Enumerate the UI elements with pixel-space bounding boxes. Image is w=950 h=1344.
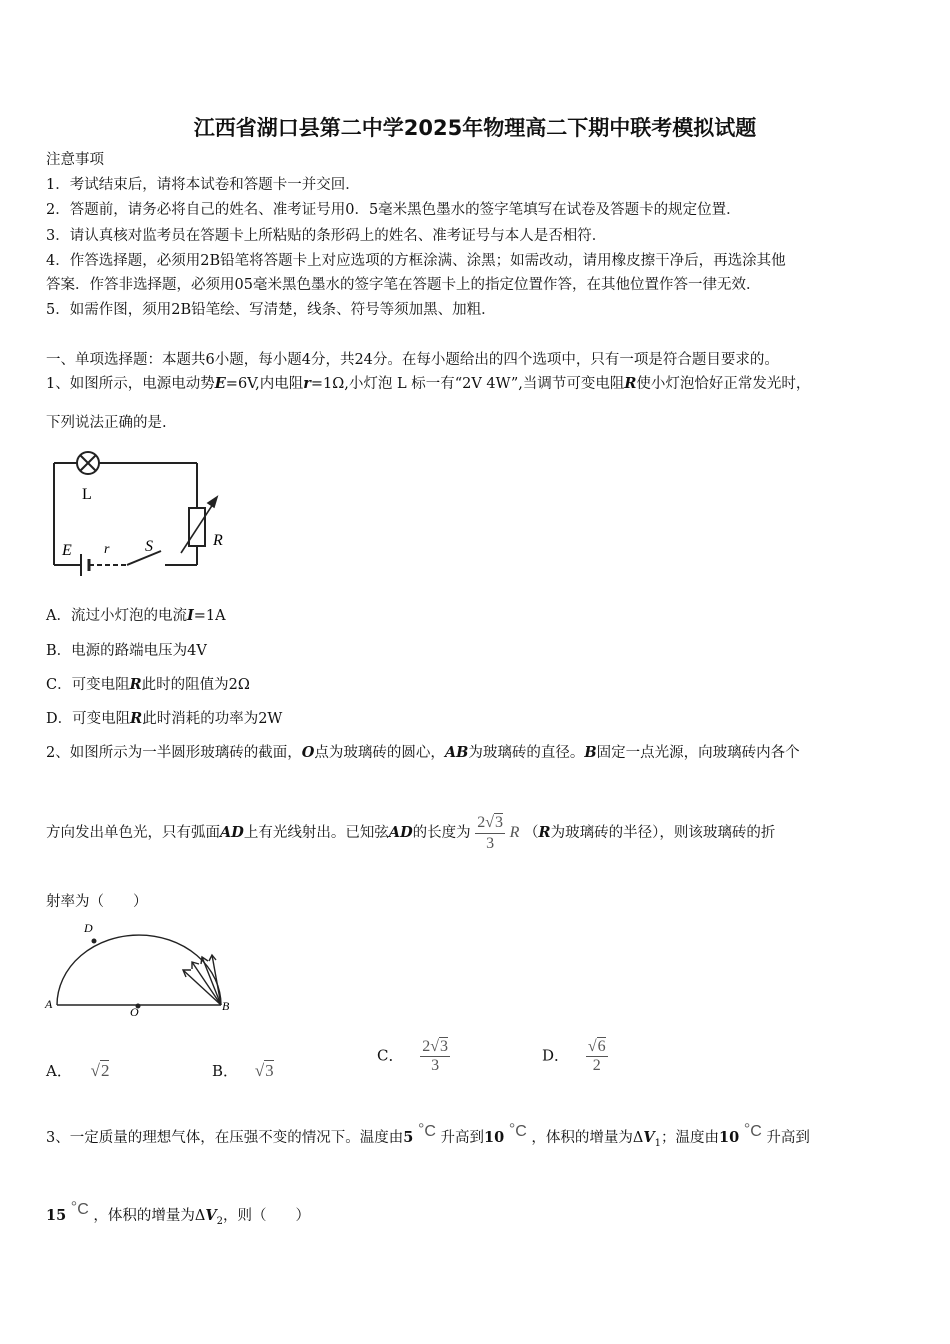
note-item: 3．请认真核对监考员在答题卡上所粘贴的条形码上的姓名、准考证号与本人是否相符．	[46, 228, 607, 244]
q1-stem: 1、如图所示，电源电动势E=6V,内电阻r=1Ω,小灯泡 L 标一有“2V 4W”,当调节可变电阻R使小灯泡恰好正常发光时，	[46, 375, 811, 392]
fig-label-S: S	[145, 538, 153, 555]
note-item: 2．答题前，请务必将自己的姓名、准考证号用0．5毫米黑色墨水的签字笔填写在试卷及答题卡的规定位置．	[46, 202, 741, 218]
fig-label-A: A	[45, 997, 53, 1011]
notes-heading: 注意事项	[46, 152, 104, 168]
note-item: 1．考试结束后，请将本试卷和答题卡一并交回．	[46, 177, 360, 193]
q2-option-b[interactable]: B． √3	[212, 1061, 274, 1080]
fig-label-D: D	[84, 921, 93, 935]
fig-label-L: L	[82, 486, 92, 503]
fig-label-E: E	[62, 542, 72, 559]
q2-option-a[interactable]: A． √2	[46, 1061, 110, 1080]
q3-stem-line2: 15 °C ，体积的增量为$\Delta V_2$，则（ ）	[46, 1199, 310, 1227]
q2-option-d[interactable]: D． $\frac{√6}{2}$	[542, 1038, 606, 1074]
q1-option-c[interactable]: C．可变电阻R此时的阻值为2Ω	[46, 676, 250, 693]
note-item: 答案．作答非选择题，必须用05毫米黑色墨水的签字笔在答题卡上的指定位置作答，在其他位置作答一律无效．	[46, 277, 761, 293]
fig-label-B: B	[222, 999, 230, 1013]
q2-stem-line2: 方向发出单色光，只有弧面AD上有光线射出。已知弦AD的长度为 $\frac{2√3}{3}$ R （R为玻璃砖的半径），则该玻璃砖的折	[46, 813, 776, 852]
q2-stem: 2、如图所示为一半圆形玻璃砖的截面，O点为玻璃砖的圆心，AB为玻璃砖的直径。B固定一点光源，向玻璃砖内各个	[46, 744, 800, 761]
fig-label-R: R	[213, 532, 223, 549]
page-title: 江西省湖口县第二中学2025年物理高二下期中联考模拟试题	[193, 116, 757, 140]
q2-stem-line3: 射率为（ ）	[46, 894, 148, 910]
note-item: 4．作答选择题，必须用2B铅笔将答题卡上对应选项的方框涂满、涂黑；如需改动，请用橡皮擦干净后，再选涂其他	[46, 253, 786, 269]
q2-option-c[interactable]: C． $\frac{2√3}{3}$	[377, 1038, 449, 1074]
q1-option-b[interactable]: B．电源的路端电压为4V	[46, 643, 207, 659]
q1-option-a[interactable]: A．流过小灯泡的电流I=1A	[46, 607, 226, 624]
section-heading: 一、单项选择题：本题共6小题，每小题4分，共24分。在每小题给出的四个选项中，只有一项是符合题目要求的。	[46, 352, 779, 368]
q1-stem-line2: 下列说法正确的是.	[46, 415, 167, 431]
q1-option-d[interactable]: D．可变电阻R此时消耗的功率为2W	[46, 710, 283, 727]
fig-label-r: r	[104, 542, 110, 557]
circuit-diagram	[45, 445, 245, 580]
q3-stem: 3、一定质量的理想气体，在压强不变的情况下。温度由5 °C 升高到10 °C ，体积的增量为$\Delta V_1$；温度由10 °C 升高到	[46, 1121, 810, 1149]
fig-label-O: O	[130, 1005, 139, 1019]
semicircle-diagram	[40, 918, 240, 1020]
note-item: 5．如需作图，须用2B铅笔绘、写清楚，线条、符号等须加黑、加粗．	[46, 302, 496, 318]
